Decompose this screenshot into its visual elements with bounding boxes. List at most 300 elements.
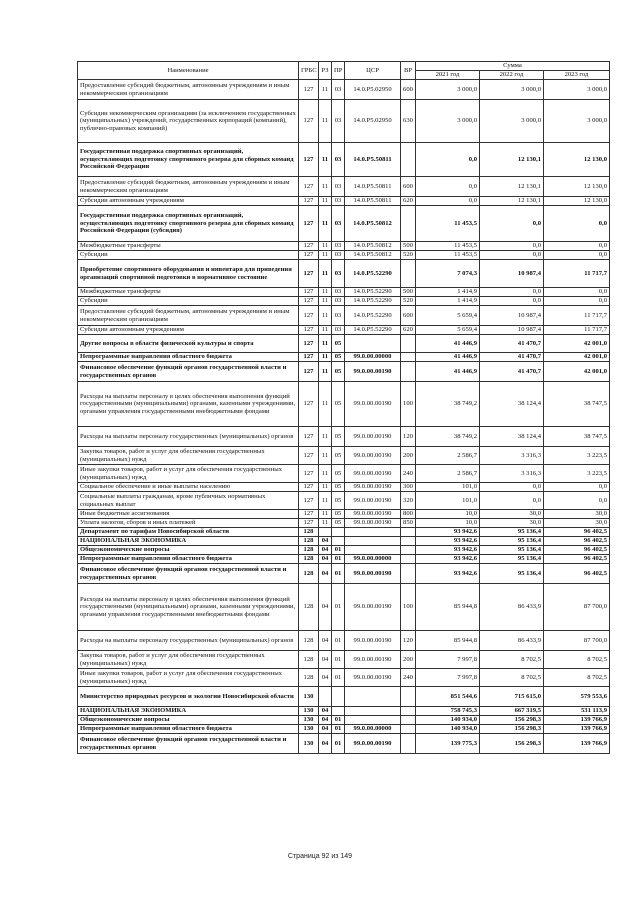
row-pr	[332, 707, 345, 716]
header-grbs: ГРБС	[299, 62, 319, 80]
row-vr: 600	[401, 80, 416, 100]
row-vr	[401, 546, 416, 555]
row-sum-2021: 851 544,6	[416, 687, 480, 707]
table-row	[78, 427, 610, 447]
row-name: Расходы на выплаты персоналу в целях обеспечения выполнения функций государственными (муниципальными) органами, казенными учреждениями, органами управления государственными внебюджетными фондами	[78, 382, 299, 427]
row-sum-2022: 10 987,4	[480, 260, 544, 288]
row-rz: 11	[319, 353, 332, 362]
row-rz: 11	[319, 80, 332, 100]
row-csr	[345, 528, 401, 537]
row-vr: 200	[401, 447, 416, 465]
row-vr: 520	[401, 297, 416, 306]
row-sum-2023: 139 766,9	[544, 734, 610, 754]
header-name: Наименование	[78, 62, 299, 80]
row-name: НАЦИОНАЛЬНАЯ ЭКОНОМИКА	[78, 537, 299, 546]
row-grbs: 128	[299, 669, 319, 687]
row-sum-2021: 2 586,7	[416, 447, 480, 465]
row-vr	[401, 537, 416, 546]
row-rz: 04	[319, 734, 332, 754]
row-grbs: 127	[299, 519, 319, 528]
row-name: Государственная поддержка спортивных организаций, осуществляющих подготовку спортивного резерва для сборных команд Российской Федерации	[78, 143, 299, 177]
row-grbs: 128	[299, 651, 319, 669]
table-row	[78, 528, 610, 537]
table-row	[78, 734, 610, 754]
row-pr: 01	[332, 564, 345, 584]
row-sum-2021: 93 942,6	[416, 564, 480, 584]
row-sum-2023: 87 700,0	[544, 584, 610, 631]
row-grbs: 127	[299, 335, 319, 353]
row-sum-2022: 38 124,4	[480, 382, 544, 427]
row-pr	[332, 528, 345, 537]
table-row	[78, 326, 610, 335]
row-sum-2023: 96 402,5	[544, 537, 610, 546]
row-name: Межбюджетные трансферты	[78, 242, 299, 251]
row-pr: 01	[332, 555, 345, 564]
row-rz: 11	[319, 260, 332, 288]
row-rz: 11	[319, 306, 332, 326]
row-sum-2021: 101,0	[416, 492, 480, 510]
row-sum-2023: 96 402,5	[544, 555, 610, 564]
row-grbs: 127	[299, 297, 319, 306]
row-grbs: 127	[299, 206, 319, 242]
row-sum-2021: 85 944,8	[416, 584, 480, 631]
row-vr	[401, 734, 416, 754]
row-sum-2021: 3 000,0	[416, 80, 480, 100]
row-csr	[345, 716, 401, 725]
row-name: Финансовое обеспечение функций органов государственной власти и государственных органов	[78, 734, 299, 754]
row-sum-2022: 667 319,5	[480, 707, 544, 716]
row-sum-2022: 0,0	[480, 206, 544, 242]
row-rz: 04	[319, 631, 332, 651]
row-sum-2023: 38 747,5	[544, 382, 610, 427]
row-vr	[401, 687, 416, 707]
row-sum-2023: 3 000,0	[544, 100, 610, 143]
row-sum-2021: 101,0	[416, 483, 480, 492]
row-grbs: 127	[299, 492, 319, 510]
row-sum-2023: 579 553,6	[544, 687, 610, 707]
row-sum-2023: 0,0	[544, 242, 610, 251]
row-sum-2022: 0,0	[480, 492, 544, 510]
row-sum-2022: 95 136,4	[480, 537, 544, 546]
table-row	[78, 206, 610, 242]
table-row	[78, 651, 610, 669]
row-name: Предоставление субсидий бюджетным, автономным учреждениям и иным некоммерческим организациям	[78, 80, 299, 100]
row-vr: 240	[401, 669, 416, 687]
row-pr: 05	[332, 382, 345, 427]
row-rz: 11	[319, 206, 332, 242]
row-vr: 620	[401, 326, 416, 335]
row-grbs: 127	[299, 197, 319, 206]
row-grbs: 130	[299, 734, 319, 754]
table-row	[78, 100, 610, 143]
row-csr	[345, 537, 401, 546]
row-sum-2022: 12 130,1	[480, 177, 544, 197]
row-name: Финансовое обеспечение функций органов государственной власти и государственных органов	[78, 564, 299, 584]
header-pr: ПР	[332, 62, 345, 80]
row-sum-2023: 0,0	[544, 288, 610, 297]
row-grbs: 127	[299, 251, 319, 260]
row-sum-2022: 3 316,3	[480, 447, 544, 465]
budget-table	[77, 61, 610, 754]
row-csr: 14.0.P5.50812	[345, 242, 401, 251]
row-vr	[401, 564, 416, 584]
row-rz: 04	[319, 725, 332, 734]
row-sum-2021: 38 749,2	[416, 382, 480, 427]
row-grbs: 130	[299, 707, 319, 716]
row-name: Субсидии автономным учреждениям	[78, 326, 299, 335]
table-row	[78, 297, 610, 306]
row-sum-2023: 42 001,0	[544, 362, 610, 382]
row-sum-2021: 1 414,9	[416, 288, 480, 297]
row-sum-2021: 5 659,4	[416, 306, 480, 326]
row-grbs: 127	[299, 326, 319, 335]
table-row	[78, 260, 610, 288]
row-sum-2021: 93 942,6	[416, 537, 480, 546]
row-sum-2022: 86 433,9	[480, 584, 544, 631]
row-csr: 14.0.P5.52290	[345, 306, 401, 326]
row-grbs: 127	[299, 288, 319, 297]
row-name: Приобретение спортивного оборудования и инвентаря для приведения организаций спортивной подготовки в нормативное состояние	[78, 260, 299, 288]
row-vr	[401, 716, 416, 725]
row-vr: 100	[401, 584, 416, 631]
row-csr: 14.0.P5.02950	[345, 100, 401, 143]
row-csr: 99.0.00.00190	[345, 631, 401, 651]
table-row	[78, 669, 610, 687]
row-vr: 240	[401, 465, 416, 483]
row-csr: 14.0.P5.50811	[345, 197, 401, 206]
table-row	[78, 80, 610, 100]
row-sum-2022: 0,0	[480, 242, 544, 251]
row-pr: 05	[332, 335, 345, 353]
row-grbs: 127	[299, 447, 319, 465]
row-grbs: 128	[299, 528, 319, 537]
row-rz: 11	[319, 143, 332, 177]
row-grbs: 127	[299, 483, 319, 492]
row-sum-2022: 715 615,0	[480, 687, 544, 707]
row-rz: 04	[319, 584, 332, 631]
row-sum-2022: 30,0	[480, 510, 544, 519]
row-sum-2021: 7 997,8	[416, 669, 480, 687]
row-sum-2022: 3 316,3	[480, 465, 544, 483]
row-csr: 99.0.00.00190	[345, 564, 401, 584]
row-pr: 05	[332, 447, 345, 465]
table-row	[78, 555, 610, 564]
row-pr: 01	[332, 584, 345, 631]
row-sum-2023: 0,0	[544, 251, 610, 260]
row-grbs: 128	[299, 537, 319, 546]
row-vr	[401, 707, 416, 716]
row-rz: 04	[319, 537, 332, 546]
row-sum-2022: 3 000,0	[480, 80, 544, 100]
row-rz: 11	[319, 177, 332, 197]
header-year-2021: 2021 год	[416, 71, 480, 80]
row-sum-2022: 95 136,4	[480, 555, 544, 564]
row-grbs: 128	[299, 564, 319, 584]
row-name: Расходы на выплаты персоналу государственных (муниципальных) органов	[78, 427, 299, 447]
row-name: Иные бюджетные ассигнования	[78, 510, 299, 519]
row-sum-2021: 758 745,3	[416, 707, 480, 716]
row-vr	[401, 528, 416, 537]
row-pr	[332, 537, 345, 546]
row-grbs: 128	[299, 546, 319, 555]
row-sum-2023: 30,0	[544, 519, 610, 528]
row-sum-2022: 41 470,7	[480, 362, 544, 382]
row-grbs: 127	[299, 177, 319, 197]
row-sum-2023: 3 223,5	[544, 465, 610, 483]
row-sum-2023: 42 001,0	[544, 335, 610, 353]
row-grbs: 130	[299, 725, 319, 734]
row-sum-2023: 531 113,9	[544, 707, 610, 716]
row-rz: 04	[319, 707, 332, 716]
table-row	[78, 584, 610, 631]
row-name: Государственная поддержка спортивных организаций, осуществляющих подготовку спортивного резерва для сборных команд Российской Федерации (субсидия)	[78, 206, 299, 242]
row-pr: 03	[332, 297, 345, 306]
row-pr: 03	[332, 177, 345, 197]
row-rz: 04	[319, 564, 332, 584]
row-csr: 99.0.00.00000	[345, 353, 401, 362]
row-pr: 03	[332, 260, 345, 288]
row-grbs: 127	[299, 260, 319, 288]
row-pr: 03	[332, 143, 345, 177]
row-vr	[401, 260, 416, 288]
row-rz: 11	[319, 492, 332, 510]
row-name: Предоставление субсидий бюджетным, автономным учреждениям и иным некоммерческим организациям	[78, 177, 299, 197]
row-csr: 14.0.P5.50811	[345, 177, 401, 197]
row-sum-2021: 139 775,3	[416, 734, 480, 754]
row-sum-2023: 11 717,7	[544, 306, 610, 326]
row-sum-2023: 87 700,0	[544, 631, 610, 651]
row-rz: 11	[319, 483, 332, 492]
row-csr: 99.0.00.00190	[345, 492, 401, 510]
row-sum-2023: 3 223,5	[544, 447, 610, 465]
row-name: Департамент по тарифам Новосибирской области	[78, 528, 299, 537]
row-csr: 99.0.00.00190	[345, 584, 401, 631]
row-sum-2023: 0,0	[544, 492, 610, 510]
row-sum-2023: 38 747,5	[544, 427, 610, 447]
row-sum-2021: 2 586,7	[416, 465, 480, 483]
row-rz: 11	[319, 447, 332, 465]
table-row	[78, 546, 610, 555]
row-name: Расходы на выплаты персоналу государственных (муниципальных) органов	[78, 631, 299, 651]
row-grbs: 130	[299, 687, 319, 707]
row-pr: 01	[332, 631, 345, 651]
row-csr: 99.0.00.00190	[345, 447, 401, 465]
row-csr: 14.0.P5.52290	[345, 326, 401, 335]
header-year-2022: 2022 год	[480, 71, 544, 80]
row-sum-2021: 10,0	[416, 519, 480, 528]
row-vr: 100	[401, 382, 416, 427]
row-sum-2021: 38 749,2	[416, 427, 480, 447]
row-sum-2022: 8 702,5	[480, 669, 544, 687]
row-rz: 04	[319, 651, 332, 669]
row-csr: 99.0.00.00190	[345, 519, 401, 528]
table-row	[78, 242, 610, 251]
row-sum-2021: 3 000,0	[416, 100, 480, 143]
row-sum-2023: 8 702,5	[544, 651, 610, 669]
row-sum-2022: 0,0	[480, 288, 544, 297]
row-rz: 11	[319, 465, 332, 483]
row-sum-2023: 12 130,0	[544, 177, 610, 197]
row-grbs: 128	[299, 584, 319, 631]
row-vr: 600	[401, 177, 416, 197]
row-name: НАЦИОНАЛЬНАЯ ЭКОНОМИКА	[78, 707, 299, 716]
row-rz: 11	[319, 510, 332, 519]
row-pr: 05	[332, 492, 345, 510]
row-rz: 11	[319, 382, 332, 427]
row-vr: 320	[401, 492, 416, 510]
row-grbs: 127	[299, 100, 319, 143]
row-vr: 850	[401, 519, 416, 528]
row-vr	[401, 335, 416, 353]
row-name: Предоставление субсидий бюджетным, автономным учреждениям и иным некоммерческим организациям	[78, 306, 299, 326]
row-sum-2021: 11 453,5	[416, 206, 480, 242]
row-sum-2023: 96 402,5	[544, 546, 610, 555]
row-name: Уплата налогов, сборов и иных платежей	[78, 519, 299, 528]
row-sum-2021: 11 453,5	[416, 251, 480, 260]
table-row	[78, 288, 610, 297]
row-sum-2022: 0,0	[480, 251, 544, 260]
table-row	[78, 519, 610, 528]
row-sum-2023: 0,0	[544, 483, 610, 492]
table-row	[78, 716, 610, 725]
row-name: Общеэкономические вопросы	[78, 716, 299, 725]
row-name: Непрограммные направления областного бюджета	[78, 555, 299, 564]
row-vr	[401, 555, 416, 564]
row-name: Социальные выплаты гражданам, кроме публичных нормативных социальных выплат	[78, 492, 299, 510]
row-grbs: 130	[299, 716, 319, 725]
row-sum-2021: 0,0	[416, 177, 480, 197]
row-vr: 620	[401, 197, 416, 206]
row-csr: 14.0.P5.50811	[345, 143, 401, 177]
row-sum-2021: 7 074,3	[416, 260, 480, 288]
row-grbs: 127	[299, 143, 319, 177]
row-pr: 05	[332, 427, 345, 447]
row-rz: 04	[319, 669, 332, 687]
row-name: Субсидии некоммерческим организациям (за исключением государственных (муниципальных) учреждений, государственных корпораций (компаний), публично-правовых компаний)	[78, 100, 299, 143]
row-pr: 01	[332, 546, 345, 555]
table-body	[78, 80, 610, 754]
row-vr: 600	[401, 306, 416, 326]
row-grbs: 127	[299, 510, 319, 519]
row-rz: 04	[319, 716, 332, 725]
row-sum-2023: 11 717,7	[544, 260, 610, 288]
row-name: Субсидии	[78, 297, 299, 306]
row-sum-2021: 10,0	[416, 510, 480, 519]
row-sum-2023: 12 130,0	[544, 197, 610, 206]
row-sum-2023: 139 766,9	[544, 725, 610, 734]
row-sum-2023: 8 702,5	[544, 669, 610, 687]
row-csr: 14.0.P5.52290	[345, 288, 401, 297]
table-row	[78, 725, 610, 734]
row-pr: 03	[332, 206, 345, 242]
row-sum-2021: 0,0	[416, 197, 480, 206]
row-rz: 11	[319, 427, 332, 447]
row-sum-2021: 41 446,9	[416, 353, 480, 362]
table-row	[78, 447, 610, 465]
row-sum-2022: 38 124,4	[480, 427, 544, 447]
header-sum: Сумма	[416, 62, 610, 71]
row-vr: 300	[401, 483, 416, 492]
row-sum-2021: 5 659,4	[416, 326, 480, 335]
row-sum-2022: 0,0	[480, 297, 544, 306]
row-vr: 630	[401, 100, 416, 143]
row-pr: 03	[332, 306, 345, 326]
row-sum-2022: 10 987,4	[480, 306, 544, 326]
row-pr: 05	[332, 519, 345, 528]
table-header	[78, 62, 610, 80]
row-sum-2021: 1 414,9	[416, 297, 480, 306]
row-sum-2022: 41 470,7	[480, 335, 544, 353]
row-rz: 04	[319, 546, 332, 555]
row-name: Финансовое обеспечение функций органов государственной власти и государственных органов	[78, 362, 299, 382]
row-grbs: 127	[299, 465, 319, 483]
row-csr: 14.0.P5.50812	[345, 206, 401, 242]
row-grbs: 128	[299, 631, 319, 651]
row-sum-2022: 156 298,3	[480, 734, 544, 754]
table-row	[78, 510, 610, 519]
row-pr: 03	[332, 80, 345, 100]
row-pr: 03	[332, 326, 345, 335]
row-sum-2021: 93 942,6	[416, 528, 480, 537]
row-pr: 05	[332, 353, 345, 362]
row-sum-2021: 41 446,9	[416, 335, 480, 353]
row-name: Министерство природных ресурсов и экологии Новосибирской области	[78, 687, 299, 707]
row-pr: 03	[332, 100, 345, 143]
table-row	[78, 335, 610, 353]
row-pr: 05	[332, 510, 345, 519]
row-sum-2023: 0,0	[544, 206, 610, 242]
table-row	[78, 251, 610, 260]
row-name: Другие вопросы в области физической культуры и спорта	[78, 335, 299, 353]
row-vr: 200	[401, 651, 416, 669]
row-grbs: 127	[299, 306, 319, 326]
page-number: Страница 92 из 149	[287, 853, 353, 860]
row-sum-2023: 3 000,0	[544, 80, 610, 100]
table-row	[78, 353, 610, 362]
row-sum-2022: 156 298,3	[480, 725, 544, 734]
row-vr: 800	[401, 510, 416, 519]
row-sum-2023: 139 766,9	[544, 716, 610, 725]
row-pr: 03	[332, 242, 345, 251]
row-pr	[332, 687, 345, 707]
table-row	[78, 492, 610, 510]
row-vr: 500	[401, 242, 416, 251]
row-rz: 11	[319, 297, 332, 306]
row-sum-2023: 30,0	[544, 510, 610, 519]
table-row	[78, 707, 610, 716]
row-name: Иные закупки товаров, работ и услуг для обеспечения государственных (муниципальных) нужд	[78, 669, 299, 687]
row-rz: 11	[319, 100, 332, 143]
row-csr: 99.0.00.00190	[345, 510, 401, 519]
row-vr: 500	[401, 288, 416, 297]
row-sum-2022: 12 130,1	[480, 197, 544, 206]
row-sum-2022: 0,0	[480, 483, 544, 492]
row-sum-2022: 156 298,3	[480, 716, 544, 725]
row-pr: 01	[332, 725, 345, 734]
table-row	[78, 465, 610, 483]
row-csr: 14.0.P5.02950	[345, 80, 401, 100]
row-grbs: 128	[299, 555, 319, 564]
row-csr	[345, 707, 401, 716]
row-pr: 05	[332, 465, 345, 483]
row-sum-2023: 96 402,5	[544, 528, 610, 537]
table-row	[78, 197, 610, 206]
row-name: Межбюджетные трансферты	[78, 288, 299, 297]
row-pr: 03	[332, 251, 345, 260]
row-pr: 05	[332, 362, 345, 382]
table-row	[78, 564, 610, 584]
row-sum-2023: 0,0	[544, 297, 610, 306]
